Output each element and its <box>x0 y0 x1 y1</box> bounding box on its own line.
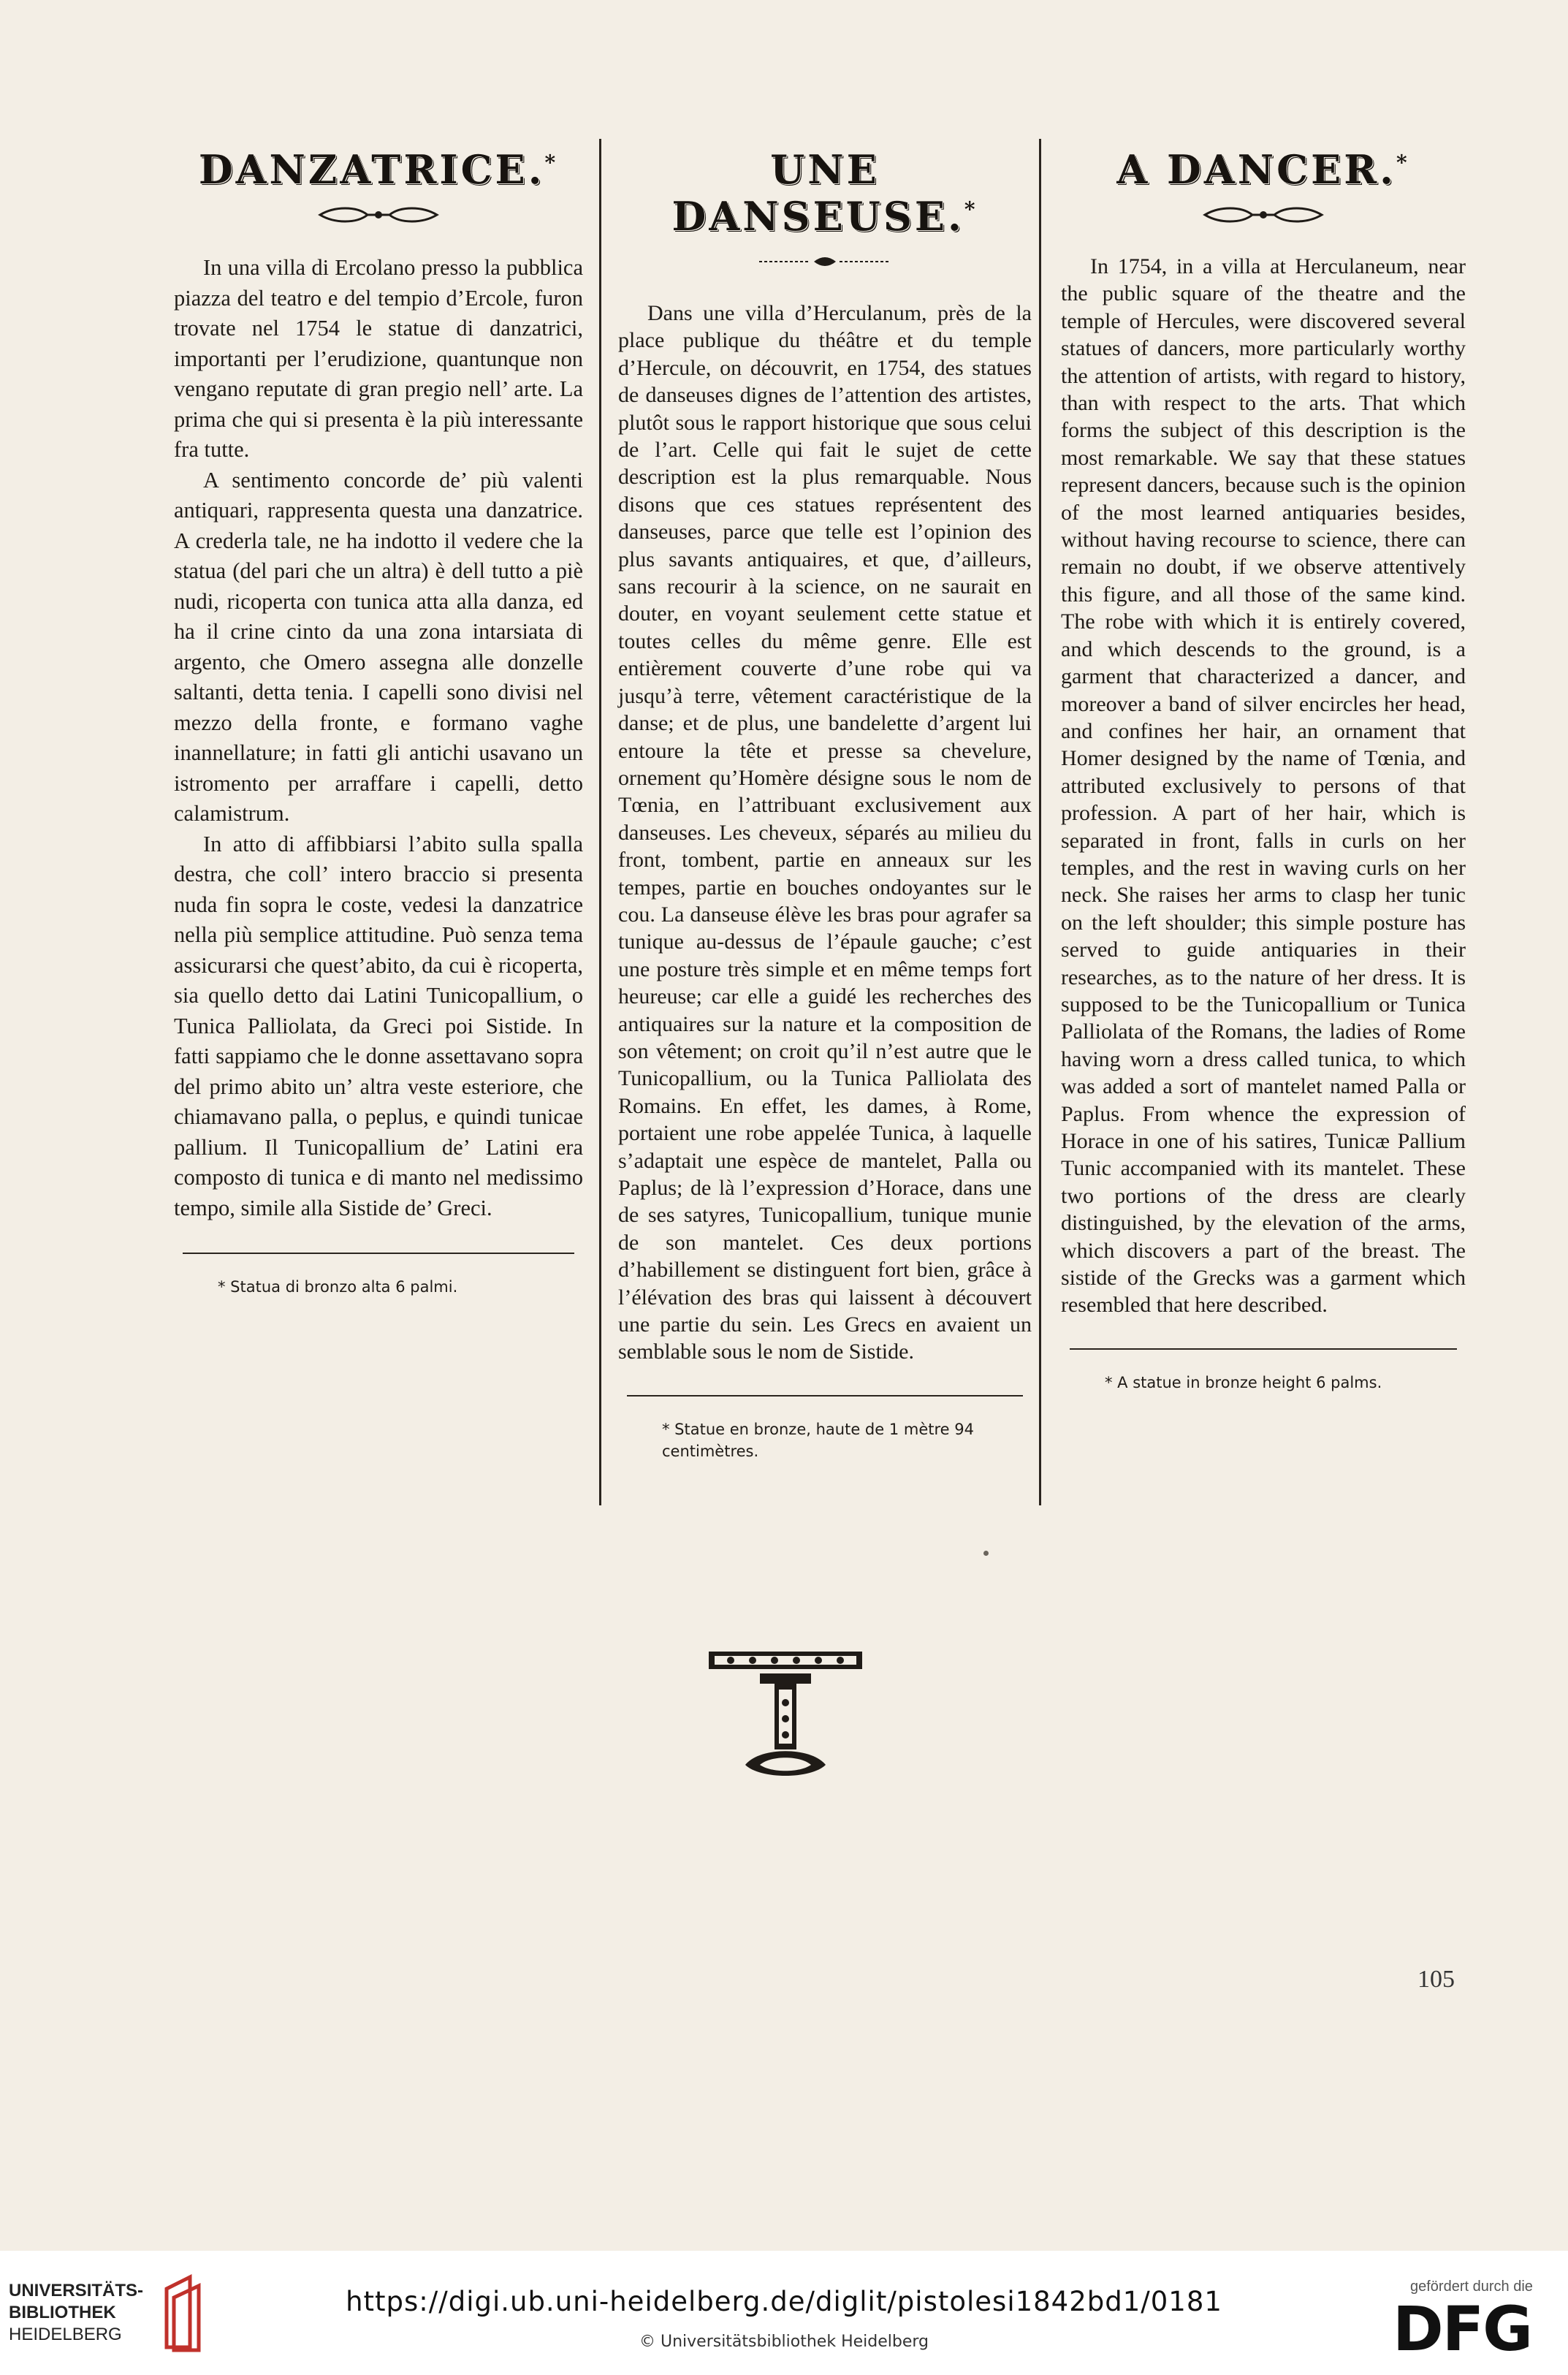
footnote-rule <box>1070 1348 1457 1350</box>
column-italian <box>174 139 583 1298</box>
ornament-icon <box>1190 206 1336 224</box>
column-divider <box>1039 139 1041 1505</box>
ornament-icon <box>305 206 452 224</box>
footer-bar <box>0 2251 1568 2375</box>
paragraph: In 1754, in a villa at Herculaneum, near the public square of the theatre and the temple of Hercules, were discovered several statues of dancers, more particularly worthy the attention of artists, with regard to history, than with respect to the arts. That which forms the subject of this description is the most remarkable. We say that these statues represent dancers, because such is the opinion of the most learned antiquaries besides, without having recourse to science, there can remain no doubt, if we observe attentively this figure, and all those of the same kind. The robe with which it is entirely covered, and which descends to the ground, is a garment that characterized a dancer, and moreover a band of silver encircles her head, and confines her hair, an ornament that Homer designed by the name of Tœnia, and attributed exclusively to persons of that profession. A part of her hair, which is separated in front, falls in curls on her temples, and the rest in waving curls on her neck. She raises her arms to clasp her tunic on the left shoulder; this simple posture has served to guide antiquaries in their researches, as to the nature of her dress. It is supposed to be the Tunicopallium or Tunica Palliolata of the Romans, the ladies of Rome having worn a dress called tunica, to which was added a sort of mantelet named Palla or Paplus. From whence the expression of Horace in one of his satires, Tunicæ Pallium Tunic accompanied with its mantelet. These two portions of the dress are clearly distinguished, by the elevation of the arms, which discovers a part of the breast. The sistide of the Grecks was a garment which resembled that here described. <box>1061 254 1466 1318</box>
page-url-link[interactable]: https://digi.ub.uni-heidelberg.de/diglit/pistolesi1842bd1/0181 <box>346 2286 1222 2317</box>
ink-dot <box>983 1551 989 1556</box>
column-title: UNE DANSEUSE.* <box>671 146 978 240</box>
column-title: DANZATRICE.* <box>198 146 559 193</box>
column-divider <box>599 139 601 1505</box>
paragraph: Dans une villa d’Herculanum, près de la place publique du théâtre et du temple d’Hercule, on découvrit, en 1754, des statues de danseuses dignes de l’attention des artistes, plutôt sous le rapport historique que sous celui de l’art. Celle qui fait le sujet de cette description est la plus remarquable. Nous disons que ces statues représentent des danseuses, parce que telle est l’opinion des plus savants antiquaires, et que, d’ailleurs, sans recourir à la science, on ne saurait en douter, en voyant seulement cette statue et toutes celles du même genre. Elle est entièrement couverte d’une robe qui va jusqu’à terre, vêtement caractéristique de la danse; et de plus, une bandelette d’argent lui entoure la tête et presse sa chevelure, ornement qu’Homère désigne sous le nom de Tœnia, en l’attribuant exclusivement aux danseuses. Les cheveux, séparés au milieu du front, tombent, partie en anneaux sur les tempes, partie en bouches ondoyantes sur le cou. La danseuse élève les bras pour agrafer sa tunique au-dessus de l’épaule gauche; c’est une posture très simple et en même temps fort heureuse; car elle a guidé les recherches des antiquaires sur la nature et la composition de son vêtement; on croit qu’il n’est autre que le Tunicopallium, ou la Tunica Palliolata des Romains. En effet, les dames, à Rome, portaient une robe appelée Tunica, à laquelle s’adaptait une espèce de mantelet, Palla ou Paplus; de là l’expression d’Horace, dans une de ses satyres, Tunicopallium, tunique munie de son mantelet. Ces deux portions d’habillement se distinguent fort bien, grâce à l’élévation des bras qui laissent à découvert une partie du sein. Les Grecs en avaient un semblable sous le nom de Sistide. <box>618 301 1032 1364</box>
library-name-line: HEIDELBERG <box>9 2325 122 2344</box>
footnote: * Statua di bronzo alta 6 palmi. <box>218 1278 458 1296</box>
column-title: A DANCER.* <box>1116 146 1410 193</box>
tailpiece-ornament-icon <box>701 1637 869 1783</box>
library-name-line: UNIVERSITÄTS- <box>9 2281 144 2300</box>
footnote-rule <box>183 1253 574 1254</box>
paragraph: In una villa di Ercolano presso la pubblica piazza del teatro e del tempio d’Ercole, furon trovate nel 1754 le statue di danzatrici, importanti per l’erudizione, quantunque non vengano reputate di gran pregio nell’ arte. La prima che qui si presenta è la più interessante fra tutte. <box>174 255 583 462</box>
footnote: * Statue en bronze, haute de 1 mètre 94 centimètres. <box>662 1420 974 1460</box>
paragraph: A sentimento concorde de’ più valenti antiquari, rappresenta questa una danzatrice. A crederla tale, ne ha indotto il vedere che la statua (del pari che un altra) è dell tutto a piè nudi, ricoperta con tunica atta alla danza, ed ha il crine cinto da una zona intarsiata di argento, che Omero assegna alle donzelle saltanti, detta tenia. I capelli sono divisi nel mezzo della fronte, e formano vaghe inannellature; in fatti gli antichi usavano un istromento per arraffare i capelli, detto calamistrum. <box>174 467 583 826</box>
copyright-notice: © Universitätsbibliothek Heidelberg <box>639 2333 929 2351</box>
library-name-line: BIBLIOTHEK <box>9 2303 116 2322</box>
column-french <box>618 139 1032 1462</box>
ornament-icon <box>752 253 898 270</box>
dfg-logo: DFG <box>1393 2293 1532 2365</box>
paragraph: In atto di affibbiarsi l’abito sulla spalla destra, che coll’ intero braccio si presenta nuda fin sopra le coste, vedesi la danzatrice nella più semplice attitudine. Può senza tema assicurarsi che quest’abito, da cui è ricoperta, sia quello detto dai Latini Tunicopallium, o Tunica Palliolata, da Greci poi Sistide. In fatti sappiamo che le donne assettavano sopra del primo abito un’ altra veste esteriore, che chiamavano palla, o peplus, e quindi tunicae pallium. Il Tunicopallium de’ Latini era composto di tunica e di manto nel medissimo tempo, simile alla Sistide de’ Greci. <box>174 831 583 1220</box>
body-text <box>174 253 583 1223</box>
body-text <box>1061 253 1466 1319</box>
page-number: 105 <box>1417 1966 1455 1993</box>
body-text <box>618 300 1032 1366</box>
footnote: * A statue in bronze height 6 palms. <box>1105 1373 1382 1391</box>
funder-caption: gefördert durch die <box>1410 2279 1533 2295</box>
footnote-rule <box>627 1395 1023 1396</box>
column-english <box>1061 139 1466 1394</box>
